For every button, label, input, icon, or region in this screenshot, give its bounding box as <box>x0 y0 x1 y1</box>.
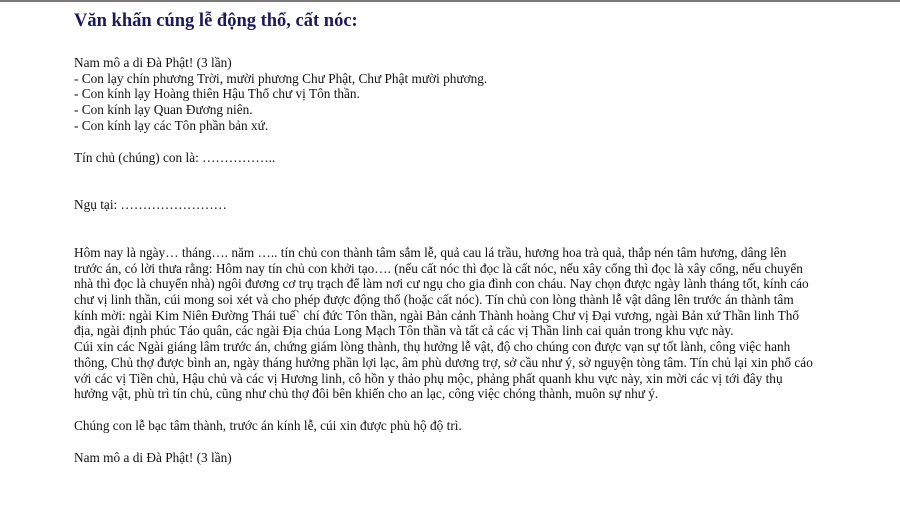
ending-chant: Nam mô a di Đà Phật! (3 lần) <box>74 449 232 465</box>
invocation-line: - Con lạy chín phương Trời, mười phương Chư Phật, Chư Phật mười phương. <box>74 70 488 86</box>
invocation-line: - Con kính lạy Hoàng thiên Hậu Thổ chư vị Tôn thần. <box>74 86 360 102</box>
main-paragraph: Hôm nay là ngày… tháng…. năm ….. tín chủ con thành tâm sắm lễ, quả cau lá trầu, hương hoa trà quả, thắp nén tâm hương, dâng lên trước án, có lời thưa rằng: Hôm nay tín chủ con khởi tạo…. (nếu cất nóc thì đọc là cất nóc, nếu xây cổng thì đọc là xây cổng, nếu chuyển nhà thì đọc là chuyển nhà) ngôi đương cơ trụ trạch để làm nơi cư ngụ cho gia đình con cháu. Nay chọn được ngày lành tháng tốt, kính cáo chư vị linh thần, cúi mong soi xét và cho phép được động thổ (hoặc cất nóc). Tín chủ con lòng thành lễ vật dâng lên trước án thành tâm kính mời: ngài Kim Niên Đường Thái tuế` chí đức Tôn thần, ngài Bản cảnh Thành hoàng Chư vị Đại vương, ngài Bản xứ Thần linh Thổ địa, ngài định phúc Táo quân, các ngài Địa chúa Long Mạch Tôn thần và tất cả các vị Thần linh cai quản trong khu vực này. <box>74 244 809 339</box>
residence-line: Ngụ tại: …………………… <box>74 197 227 213</box>
page-title: Văn khấn cúng lễ động thổ, cất nóc: <box>74 11 358 31</box>
second-paragraph: Cúi xin các Ngài giáng lâm trước án, chứng giám lòng thành, thụ hưởng lễ vật, độ cho chúng con được vạn sự tốt lành, công việc hanh thông, Chủ thợ được bình an, ngày tháng hưởng phần lợi lạc, âm phù dương trợ, sở cầu như ý, sở nguyện tòng tâm. Tín chủ lại xin phổ cáo với các vị Tiền chủ, Hậu chủ và các vị Hương linh, cô hồn y thảo phụ mộc, phảng phất quanh khu vực này, xin mời các vị tới đây thụ hưởng vật, phù trì tín chủ, cũng như chủ thợ đôi bên khiến cho an lạc, công việc chóng thành, muôn sự như ý. <box>74 339 813 402</box>
opening-chant: Nam mô a di Đà Phật! (3 lần) <box>74 55 232 70</box>
invocation-line: - Con kính lạy Quan Đương niên. <box>74 102 253 118</box>
host-name-line: Tín chủ (chúng) con là: …………….. <box>74 149 276 165</box>
closing-line: Chúng con lễ bạc tâm thành, trước án kính lễ, cúi xin được phù hộ độ trì. <box>74 417 462 433</box>
invocation-line: - Con kính lạy các Tôn phần bản xứ. <box>74 117 269 133</box>
top-divider <box>0 0 900 2</box>
prayer-document <box>74 8 814 465</box>
